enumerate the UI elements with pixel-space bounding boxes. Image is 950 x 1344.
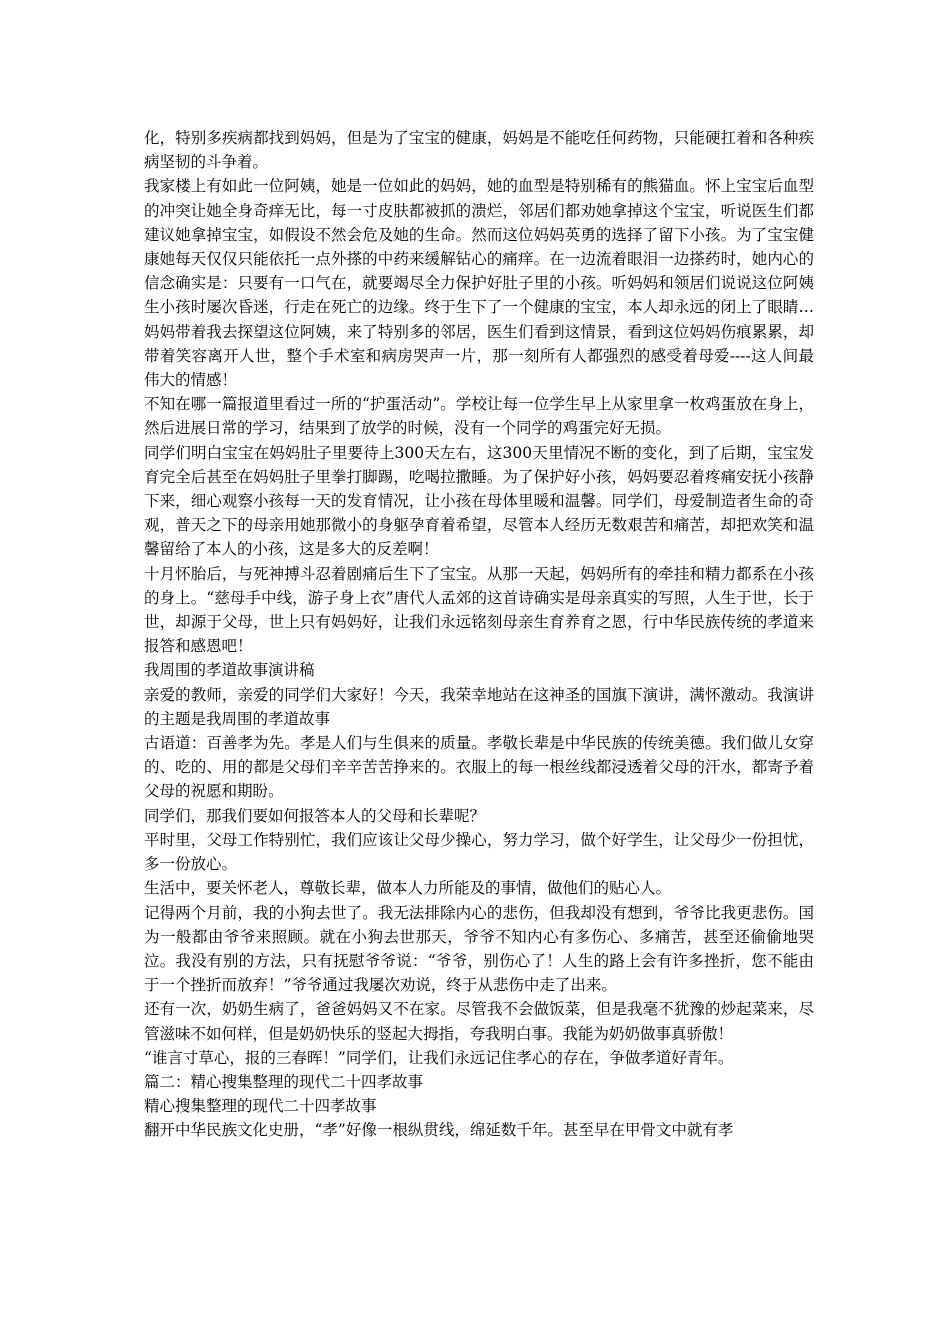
paragraph-greeting: 亲爱的教师，亲爱的同学们大家好！今天，我荣幸地站在这神圣的国旗下演讲，满怀激动。我演讲的主题是我周围的孝道故事 — [144, 685, 814, 728]
paragraph-closing-poem: “谁言寸草心，报的三春晖！”同学们，让我们永远记住孝心的存在，争做孝道好青年。 — [144, 1048, 734, 1067]
document-body — [144, 126, 814, 1143]
speech-title: 我周围的孝道故事演讲稿 — [144, 661, 315, 680]
paragraph-ten-months: 十月怀胎后，与死神搏斗忍着剧痛后生下了宝宝。从那一天起，妈妈所有的牵挂和精力都系在小孩的身上。“慈母手中线，游子身上衣”唐代人孟郊的这首诗确实是母亲真实的写照，人生于世，长于世，却源于父母，世上只有妈妈好，让我们永远铭刻母亲生育养育之恩，行中华民族传统的孝道来报答和感恩吧！ — [144, 564, 814, 656]
paragraph-care-elders: 生活中，要关怀老人，尊敬长辈，做本人力所能及的事情，做他们的贴心人。 — [144, 879, 672, 898]
paragraph-illness-continued: 化，特别多疾病都找到妈妈，但是为了宝宝的健康，妈妈是不能吃任何药物，只能硬扛着和各种疾病坚韧的斗争着。 — [144, 129, 814, 172]
paragraph-neighbor-aunt: 我家楼上有如此一位阿姨，她是一位如此的妈妈，她的血型是特别稀有的熊猫血。怀上宝宝后血型的冲突让她全身奇痒无比，每一寸皮肤都被抓的溃烂，邻居们都劝她拿掉这个宝宝，听说医生们都建议她拿掉宝宝，如假设不然会危及她的生命。然而这位妈妈英勇的选择了留下小孩。为了宝宝健康她每天仅仅只能依托一点外搽的中药来缓解钻心的痛痒。在一边流着眼泪一边搽药时，她内心的信念确实是：只要有一口气在，就要竭尽全力保护好肚子里的小孩。听妈妈和领居们说说这位阿姨生小孩时屡次昏迷，行走在死亡的边缘。终于生下了一个健康的宝宝，本人却永远的闭上了眼睛…妈妈带着我去探望这位阿姨，来了特别多的邻居，医生们看到这情景，看到这位妈妈伤痕累累，却带着笑容离开人世，整个手术室和病房哭声一片，那一刻所有人都强烈的感受着母爱----这人间最伟大的情感！ — [144, 177, 814, 390]
paragraph-ancient-saying: 古语道：百善孝为先。孝是人们与生俱来的质量。孝敬长辈是中华民族的传统美德。我们做儿女穿的、吃的、用的都是父母们辛辛苦苦挣来的。衣服上的每一根丝线都浸透着父母的汗水，都寄予着父母的祝愿和期盼。 — [144, 734, 814, 801]
paragraph-question: 同学们，那我们要如何报答本人的父母和长辈呢？ — [144, 806, 486, 825]
paragraph-culture-history: 翻开中华民族文化史册，“孝”好像一根纵贯线，绵延数千年。甚至早在甲骨文中就有孝 — [144, 1121, 734, 1140]
paragraph-grandma-story: 还有一次，奶奶生病了，爸爸妈妈又不在家。尽管我不会做饭菜，但是我毫不犹豫的炒起菜来，尽管滋味不如何样，但是奶奶快乐的竖起大拇指，夸我明白事。我能为奶奶做事真骄傲！ — [144, 1000, 814, 1043]
paragraph-pregnancy: 同学们明白宝宝在妈妈肚子里要待上300天左右，这300天里情况不断的变化，到了后期，宝宝发育完全后甚至在妈妈肚子里拳打脚踢，吃喝拉撒睡。为了保护好小孩，妈妈要忍着疼痛安抚小孩静下来，细心观察小孩每一天的发育情况，让小孩在母体里暖和温馨。同学们，母爱制造者生命的奇观，普天之下的母亲用她那微小的身躯孕育着希望，尽管本人经历无数艰苦和痛苦，却把欢笑和温馨留给了本人的小孩，这是多大的反差啊！ — [144, 443, 814, 559]
paragraph-egg-activity: 不知在哪一篇报道里看过一所的“护蛋活动”。学校让每一位学生早上从家里拿一枚鸡蛋放在身上，然后进展日常的学习，结果到了放学的时候，没有一个同学的鸡蛋完好无损。 — [144, 395, 814, 438]
section-heading-part-two: 篇二：精心搜集整理的现代二十四孝故事 — [144, 1072, 424, 1091]
section-subtitle: 精心搜集整理的现代二十四孝故事 — [144, 1097, 377, 1116]
paragraph-daily-life: 平时里，父母工作特别忙，我们应该让父母少操心，努力学习，做个好学生，让父母少一份担忧，多一份放心。 — [144, 830, 814, 874]
paragraph-puppy-story: 记得两个月前，我的小狗去世了。我无法排除内心的悲伤，但我却没有想到，爷爷比我更悲伤。国为一般都由爷爷来照顾。就在小狗去世那天，爷爷不知内心有多伤心、多痛苦，甚至还偷偷地哭泣。我没有别的方法，只有抚慰爷爷说：“爷爷，别伤心了！人生的路上会有许多挫折，您不能由于一个挫折而放弃！”爷爷通过我屡次劝说，终于从悲伤中走了出来。 — [144, 903, 814, 995]
